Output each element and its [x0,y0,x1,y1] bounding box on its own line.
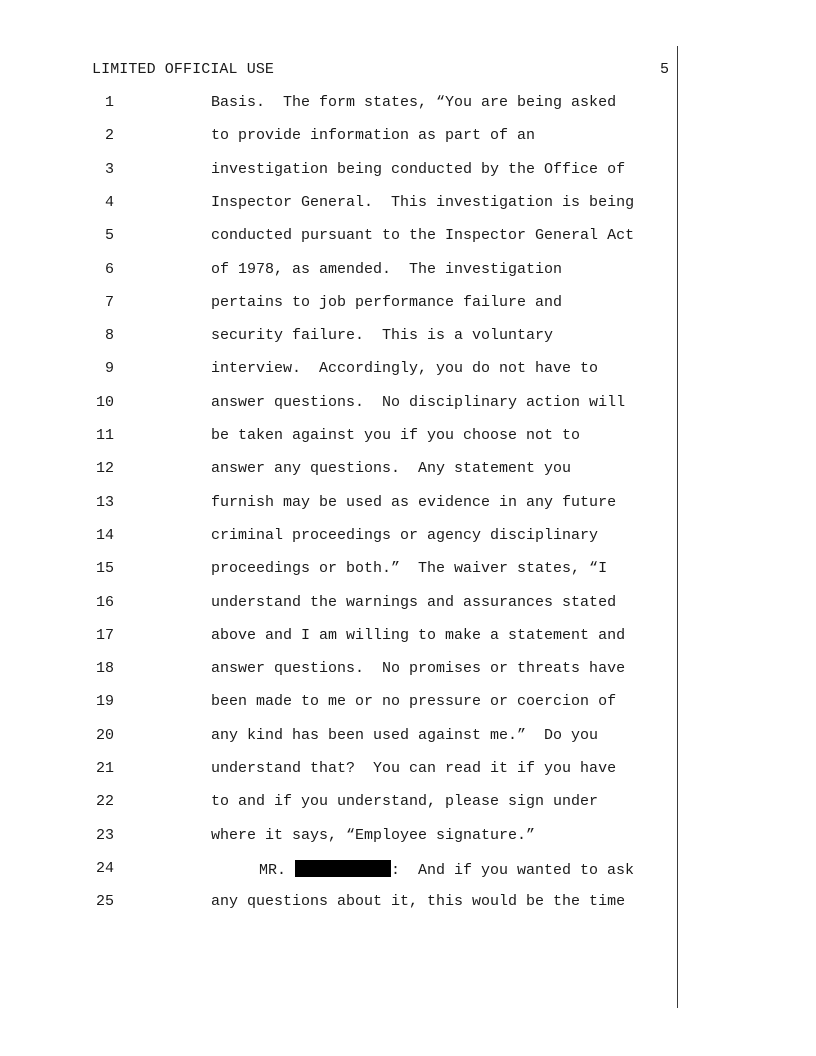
line-number: 9 [104,360,114,378]
transcript-line: any questions about it, this would be the time [211,893,626,911]
line-number: 20 [95,726,114,744]
speaker-title: MR. [259,861,296,879]
line-number: 14 [95,526,114,544]
line-number: 16 [95,593,114,611]
transcript-line: where it says, “Employee signature.” [211,826,536,844]
line-number: 2 [104,127,114,145]
transcript-line: furnish may be used as evidence in any future [211,493,617,511]
line-number: 21 [95,760,114,777]
line-number: 7 [104,293,114,311]
line-number: 4 [104,193,114,211]
speaker-statement: : And if you wanted to ask [391,861,635,879]
transcript-line: be taken against you if you choose not to [211,427,581,444]
line-number: 24 [95,859,114,877]
line-number: 1 [104,94,114,111]
line-number: 6 [104,260,114,278]
transcript-line: Basis. The form states, “You are being asked [211,94,617,111]
line-number: 22 [95,793,114,811]
transcript-line: criminal proceedings or agency disciplinary [211,526,599,544]
line-number: 5 [104,227,114,245]
line-number: 25 [95,893,114,911]
transcript-line: understand the warnings and assurances stated [211,593,617,611]
line-number: 23 [95,826,114,844]
line-number: 18 [95,660,114,678]
transcript-line: to provide information as part of an [211,127,536,145]
transcript-line: answer any questions. Any statement you [211,460,572,478]
line-number: 15 [95,560,114,578]
transcript-line: investigation being conducted by the Office of [211,160,626,178]
line-number: 17 [95,626,114,644]
line-number: 3 [104,160,114,178]
line-number: 11 [95,427,114,444]
transcript-line: security failure. This is a voluntary [211,327,554,345]
transcript-line: above and I am willing to make a statement and [211,626,626,644]
classification-header: LIMITED OFFICIAL USE [92,61,275,78]
page-number: 5 [660,61,670,78]
transcript-line: Inspector General. This investigation is being [211,193,635,211]
transcript-line: been made to me or no pressure or coercion of [211,693,617,711]
line-number: 12 [95,460,114,478]
transcript-line: proceedings or both.” The waiver states, “I [211,560,608,578]
right-margin-rule [677,46,678,1008]
transcript-line: conducted pursuant to the Inspector General Act [211,227,635,245]
line-number: 19 [95,693,114,711]
transcript-line: understand that? You can read it if you have [211,760,617,777]
transcript-line: to and if you understand, please sign under [211,793,599,811]
transcript-line: pertains to job performance failure and [211,293,563,311]
transcript-line: any kind has been used against me.” Do you [211,726,599,744]
transcript-line-speaker [259,860,634,879]
line-number: 8 [104,327,114,345]
line-number: 10 [95,393,114,411]
transcript-line: answer questions. No promises or threats have [211,660,626,678]
redaction-box [295,860,391,877]
transcript-line: interview. Accordingly, you do not have to [211,360,599,378]
transcript-line: of 1978, as amended. The investigation [211,260,563,278]
line-number: 13 [95,493,114,511]
transcript-line: answer questions. No disciplinary action will [211,393,626,411]
